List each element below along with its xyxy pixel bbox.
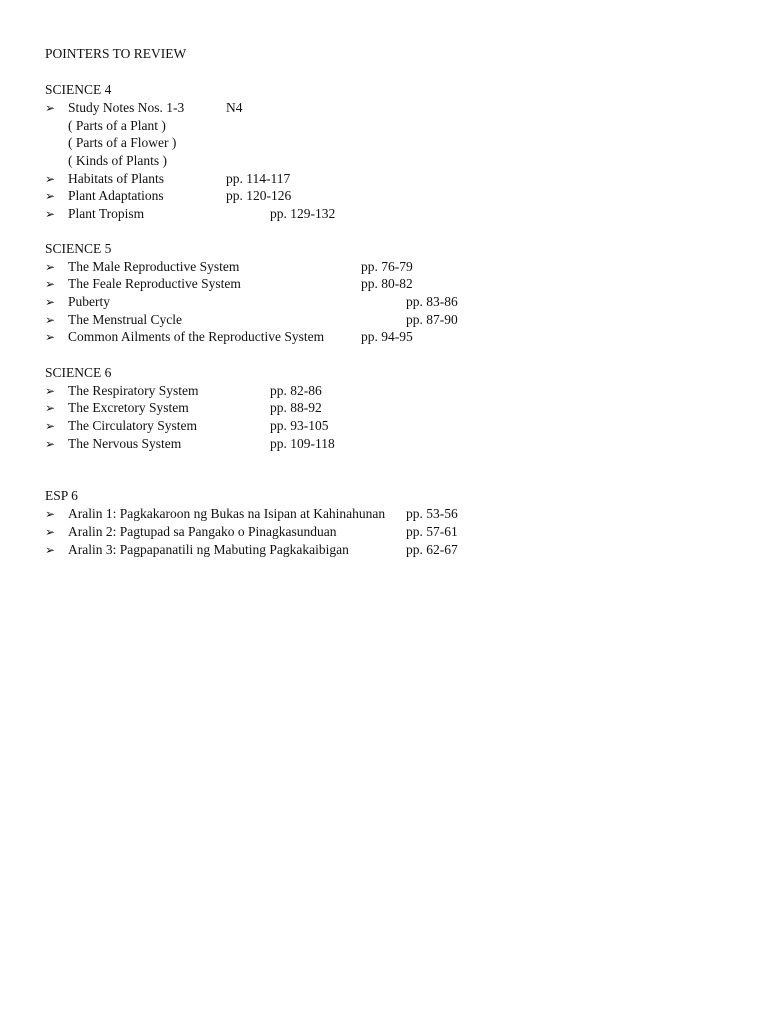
item-sublabel: ( Parts of a Flower ) (68, 135, 177, 150)
item-page-ref: pp. 80-82 (361, 276, 413, 291)
item-page-ref: pp. 109-118 (270, 436, 335, 451)
item-label: The Excretory System (68, 400, 189, 415)
section-heading-science-4: SCIENCE 4 (45, 82, 112, 97)
item-label: Aralin 3: Pagpapanatili ng Mabuting Pagkakaibigan (68, 542, 349, 557)
arrow-bullet-icon: ➢ (45, 313, 56, 327)
item-label: Study Notes Nos. 1-3 (68, 100, 185, 115)
section-heading-science-6: SCIENCE 6 (45, 365, 112, 380)
item-page-ref: pp. 88-92 (270, 400, 322, 415)
arrow-bullet-icon: ➢ (45, 101, 56, 115)
item-page-ref: pp. 53-56 (406, 506, 458, 521)
item-label: Habitats of Plants (68, 171, 164, 186)
list-item (0, 523, 768, 541)
arrow-bullet-icon: ➢ (45, 384, 56, 398)
item-label: Common Ailments of the Reproductive System (68, 329, 325, 344)
document-title: POINTERS TO REVIEW (45, 46, 187, 61)
list-item (0, 311, 768, 329)
list-item (0, 382, 768, 400)
list-item (0, 258, 768, 276)
arrow-bullet-icon: ➢ (45, 295, 56, 309)
item-page-ref: pp. 120-126 (226, 188, 292, 203)
item-sublabel: ( Kinds of Plants ) (68, 153, 167, 168)
list-item (0, 205, 768, 223)
list-item (0, 293, 768, 311)
list-item (0, 275, 768, 293)
item-label: The Menstrual Cycle (68, 312, 182, 327)
item-label: Plant Tropism (68, 206, 145, 221)
section-heading-science-5: SCIENCE 5 (45, 241, 112, 256)
section-heading-esp-6: ESP 6 (45, 488, 78, 503)
item-page-ref: N4 (226, 100, 243, 115)
item-sublabel: ( Parts of a Plant ) (68, 118, 166, 133)
list-item (0, 435, 768, 453)
list-item (0, 187, 768, 205)
item-label: Aralin 1: Pagkakaroon ng Bukas na Isipan at Kahinahunan (68, 506, 386, 521)
item-label: The Nervous System (68, 436, 182, 451)
list-item (0, 417, 768, 435)
list-item (0, 170, 768, 188)
arrow-bullet-icon: ➢ (45, 260, 56, 274)
arrow-bullet-icon: ➢ (45, 330, 56, 344)
list-item (0, 99, 768, 117)
item-label: The Male Reproductive System (68, 259, 240, 274)
arrow-bullet-icon: ➢ (45, 189, 56, 203)
list-item (0, 328, 768, 346)
item-page-ref: pp. 83-86 (406, 294, 458, 309)
arrow-bullet-icon: ➢ (45, 207, 56, 221)
arrow-bullet-icon: ➢ (45, 507, 56, 521)
item-label: The Circulatory System (68, 418, 197, 433)
item-page-ref: pp. 62-67 (406, 542, 458, 557)
item-label: The Feale Reproductive System (68, 276, 241, 291)
item-page-ref: pp. 114-117 (226, 171, 291, 186)
item-page-ref: pp. 129-132 (270, 206, 336, 221)
list-item (0, 399, 768, 417)
item-label: Puberty (68, 294, 110, 309)
list-item (0, 505, 768, 523)
arrow-bullet-icon: ➢ (45, 437, 56, 451)
arrow-bullet-icon: ➢ (45, 525, 56, 539)
list-item (0, 541, 768, 559)
arrow-bullet-icon: ➢ (45, 543, 56, 557)
arrow-bullet-icon: ➢ (45, 172, 56, 186)
arrow-bullet-icon: ➢ (45, 419, 56, 433)
item-label: Plant Adaptations (68, 188, 164, 203)
arrow-bullet-icon: ➢ (45, 401, 56, 415)
item-page-ref: pp. 82-86 (270, 383, 322, 398)
item-page-ref: pp. 57-61 (406, 524, 458, 539)
item-label: Aralin 2: Pagtupad sa Pangako o Pinagkasunduan (68, 524, 337, 539)
item-page-ref: pp. 87-90 (406, 312, 458, 327)
item-page-ref: pp. 93-105 (270, 418, 329, 433)
item-page-ref: pp. 94-95 (361, 329, 413, 344)
item-label: The Respiratory System (68, 383, 199, 398)
item-page-ref: pp. 76-79 (361, 259, 413, 274)
arrow-bullet-icon: ➢ (45, 277, 56, 291)
